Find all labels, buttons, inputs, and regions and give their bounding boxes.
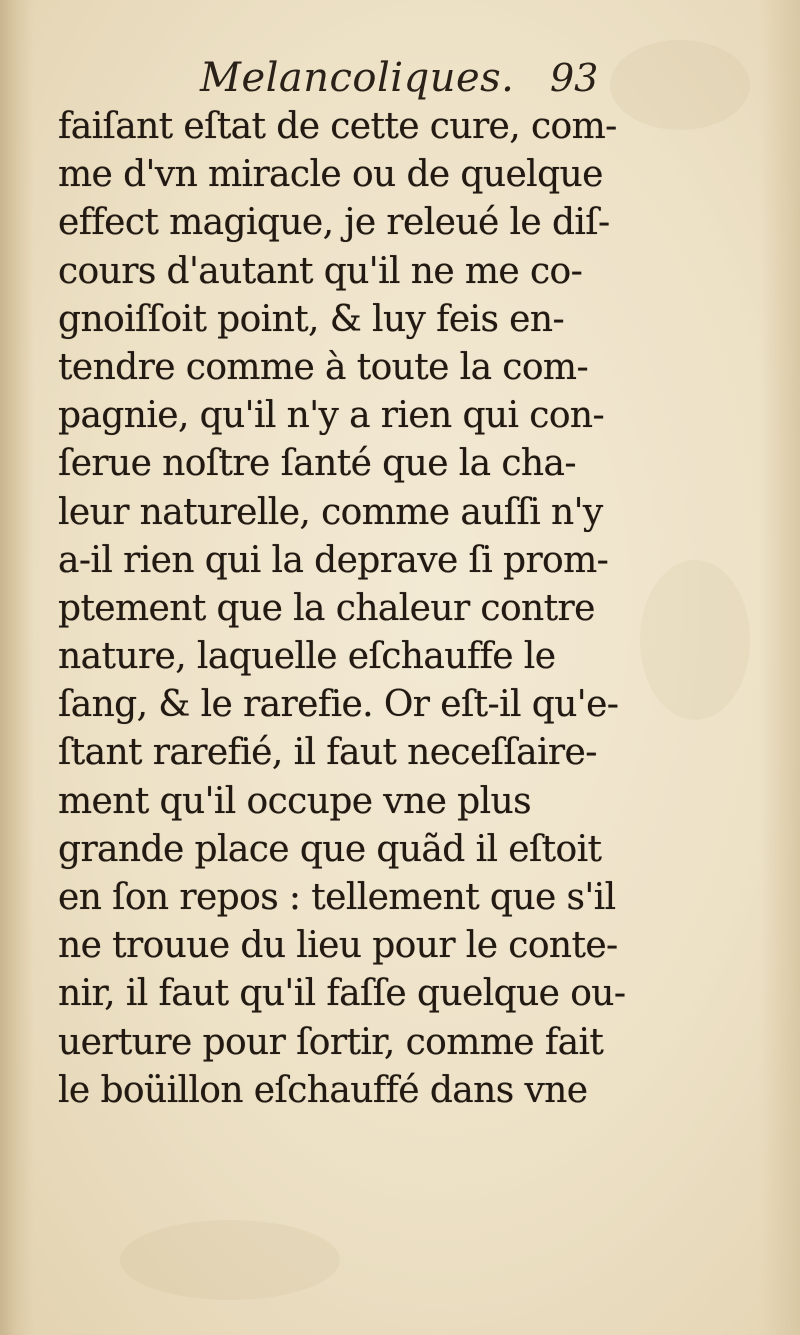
text-line: a-il rien qui la deprave ſi prom-	[58, 539, 609, 581]
text-line: grande place que quãd il eſtoit	[58, 828, 602, 870]
page-gutter	[0, 0, 34, 1335]
page-header	[60, 50, 660, 106]
running-title: Melancoliques.	[200, 55, 515, 101]
text-line: me d'vn miracle ou de quelque	[58, 154, 603, 196]
text-line: le boüillon eſchauffé dans vne	[58, 1069, 588, 1111]
text-line: gnoiſſoit point, & luy feis en-	[58, 298, 565, 340]
text-line: en ſon repos : tellement que s'il	[58, 877, 616, 918]
paper-stain	[120, 1220, 340, 1300]
page-number: 93	[550, 56, 599, 100]
text-line: cours d'autant qu'il ne me co-	[58, 250, 583, 292]
text-line: ne trouue du lieu pour le conte-	[58, 925, 618, 967]
text-line: tendre comme à toute la com-	[58, 346, 589, 388]
text-line: ptement que la chaleur contre	[58, 587, 595, 629]
text-line: leur naturelle, comme auſſi n'y	[58, 491, 603, 533]
text-line: uerture pour ſortir, comme fait	[58, 1021, 604, 1063]
text-line: ment qu'il occupe vne plus	[58, 780, 532, 822]
text-line: faiſant eſtat de cette cure, com-	[58, 106, 617, 147]
paper-stain	[640, 560, 750, 720]
body-text	[58, 103, 626, 1115]
text-line: pagnie, qu'il n'y a rien qui con-	[58, 395, 605, 437]
text-line: nature, laquelle eſchauffe le	[58, 636, 556, 678]
text-line: nir, il faut qu'il faſſe quelque ou-	[58, 973, 626, 1015]
text-line: ſerue noſtre ſanté que la cha-	[58, 443, 576, 485]
text-line: ſtant rarefié, il faut neceſſaire-	[58, 732, 597, 774]
text-line: ſang, & le rarefie. Or eſt-il qu'e-	[58, 684, 619, 726]
page-edge	[760, 0, 800, 1335]
text-line: effect magique, je releué le diſ-	[58, 202, 610, 244]
